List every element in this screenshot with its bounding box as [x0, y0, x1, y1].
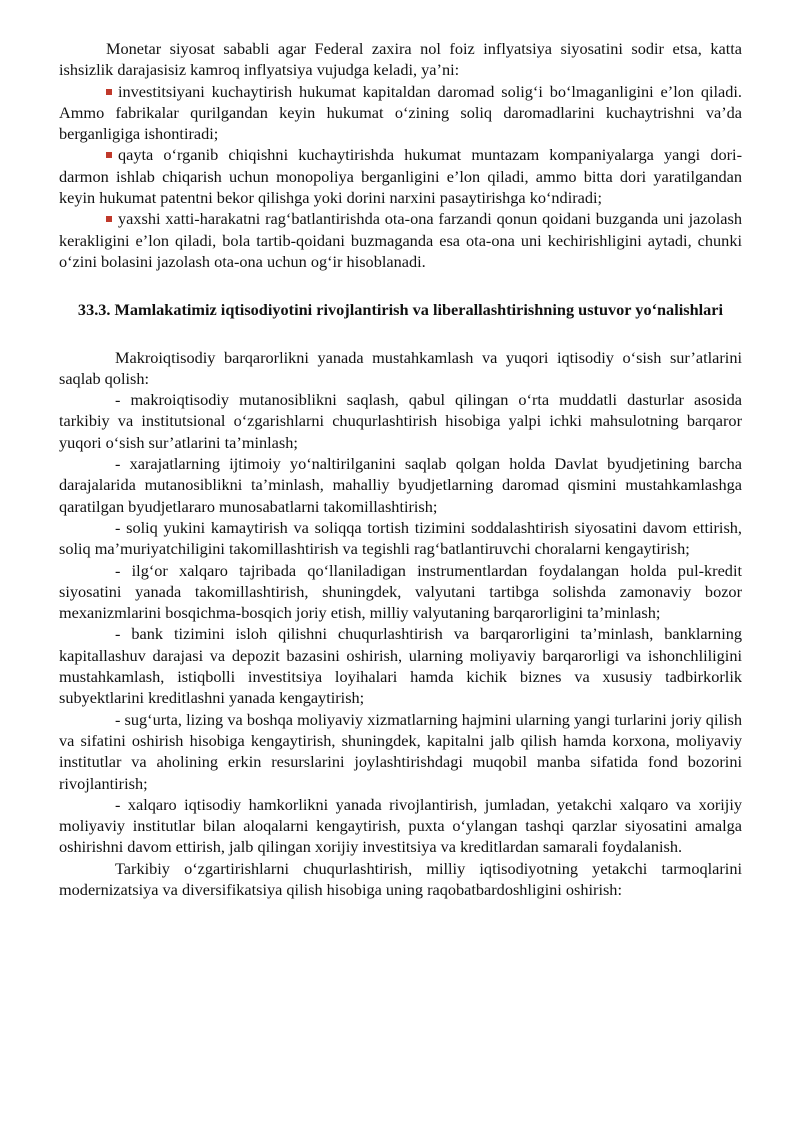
list-item: - makroiqtisodiy mutanosiblikni saqlash, qabul qilingan o‘rta muddatli dasturlar asosida tarkibiy va institutsional o‘zgarishlarni chuqurlashtirish hisobiga yalpi ichki mahsulotning barqaror yuqori o‘sish sur’atlarini ta’minlash; — [59, 390, 742, 452]
bullet-text: investitsiyani kuchaytirish hukumat kapitaldan daromad solig‘i bo‘lmaganligini e’lon qiladi. Ammo fabrikalar qurilgandan keyin hukumat o‘zining soliq daromadlarini kuchaytrishni va’da berganligiga ishontiradi; — [59, 81, 742, 144]
lead-paragraph-1: Makroiqtisodiy barqarorlikni yanada mustahkamlash va yuqori iqtisodiy o‘sish sur’atlarini saqlab qolish: — [59, 347, 742, 388]
bullet-item-2 — [59, 144, 742, 208]
list-item: - soliq yukini kamaytirish va soliqqa tortish tizimini soddalashtirish siyosatini davom ettirish, soliq ma’muriyatchiligini takomillashtirish va tegishli rag‘batlantiruvchi choralarni kengaytirish; — [59, 517, 742, 559]
list-item: - ilg‘or xalqaro tajribada qo‘llaniladigan instrumentlardan foydalangan holda pul-kredit siyosatini yanada takomillashtirish, shuningdek, valyutani tartibga solishda zamonaviy bozor mexanizmlarini bosqichma-bosqich joriy etish, milliy valyutaning barqarorligini ta’minlash; — [59, 560, 742, 623]
lead-paragraph-2: Tarkibiy o‘zgartirishlarni chuqurlashtirish, milliy iqtisodiyotning yetakchi tarmoqlarini modernizatsiya va diversifikatsiya qilish hisobiga uning raqobatbardoshligini oshirish: — [59, 858, 742, 899]
list-item: - xarajatlarning ijtimoiy yo‘naltirilganini saqlab qolgan holda Davlat byudjetining barcha darajalarida mutanosiblikni ta’minlash, mahalliy byudjetlarning daromad qismini mustahkamlashga qaratilgan byudjetlararo munosabatlarni takomillashtirish; — [59, 454, 742, 516]
square-bullet-icon — [106, 216, 112, 222]
intro-paragraph: Monetar siyosat sababli agar Federal zaxira nol foiz inflyatsiya siyosatini sodir etsa, katta ishsizlik darajasisiz kamroq inflyatsiya vujudga keladi, ya’ni: — [59, 39, 742, 80]
square-bullet-icon — [106, 152, 112, 158]
bullet-text: yaxshi xatti-harakatni rag‘batlantirishda ota-ona farzandi qonun qoidani buzganda uni jazolash kerakligini e’lon qiladi, bola tartib-qoidani buzmaganda esa ota-ona uni kechirishligini aytadi, chunki o‘zini bolasini jazolash ota-ona uchun og‘ir hisoblanadi. — [59, 209, 742, 271]
bullet-text: qayta o‘rganib chiqishni kuchaytirishda hukumat muntazam kompaniyalarga yangi dori-darmon ishlab chiqarish uchun monopoliya berganligini e’lon qiladi, ammo bitta dori yaratilgandan keyin hukumat patentni bekor qilishga yoki dorini narxini pasaytirishga ko‘ndiradi; — [59, 145, 742, 208]
bullet-item-1 — [59, 81, 742, 145]
bullet-item-3 — [59, 208, 742, 272]
list-item: - xalqaro iqtisodiy hamkorlikni yanada rivojlantirish, jumladan, yetakchi xalqaro va xorijiy moliyaviy institutlar bilan aloqalarni kengaytirish, puxta o‘ylangan tashqi qarzlar siyosatini amalga oshirishni davom ettirish, jalb qilingan xorijiy investitsiya va kreditlardan samarali foydalanish. — [59, 794, 742, 857]
section-heading: 33.3. Mamlakatimiz iqtisodiyotini rivojlantirish va liberallashtirishning ustuvor yo‘nalishlari — [77, 300, 724, 320]
square-bullet-icon — [106, 89, 112, 95]
list-item: - sug‘urta, lizing va boshqa moliyaviy xizmatlarning hajmini ularning yangi turlarini joriy qilish va sifatini oshirish hisobiga kengaytirish, shuningdek, kapitalni jalb qilish hamda korxona, moliyaviy institutlar va aholining erkin resurslarini joylashtirishdagi muqobil manba sifatida fond bozorini rivojlantirish; — [59, 709, 742, 793]
list-item: - bank tizimini isloh qilishni chuqurlashtirish va barqarorligini ta’minlash, banklarning kapitallashuv darajasi va depozit bazasini oshirish, ularning moliyaviy barqarorligi va ishonchliligini mustahkamlash, istiqbolli investitsiya loyihalari hamda kichik biznes va xususiy tadbirkorlik subyektlarini kreditlashni yanada kengaytirish; — [59, 624, 742, 708]
